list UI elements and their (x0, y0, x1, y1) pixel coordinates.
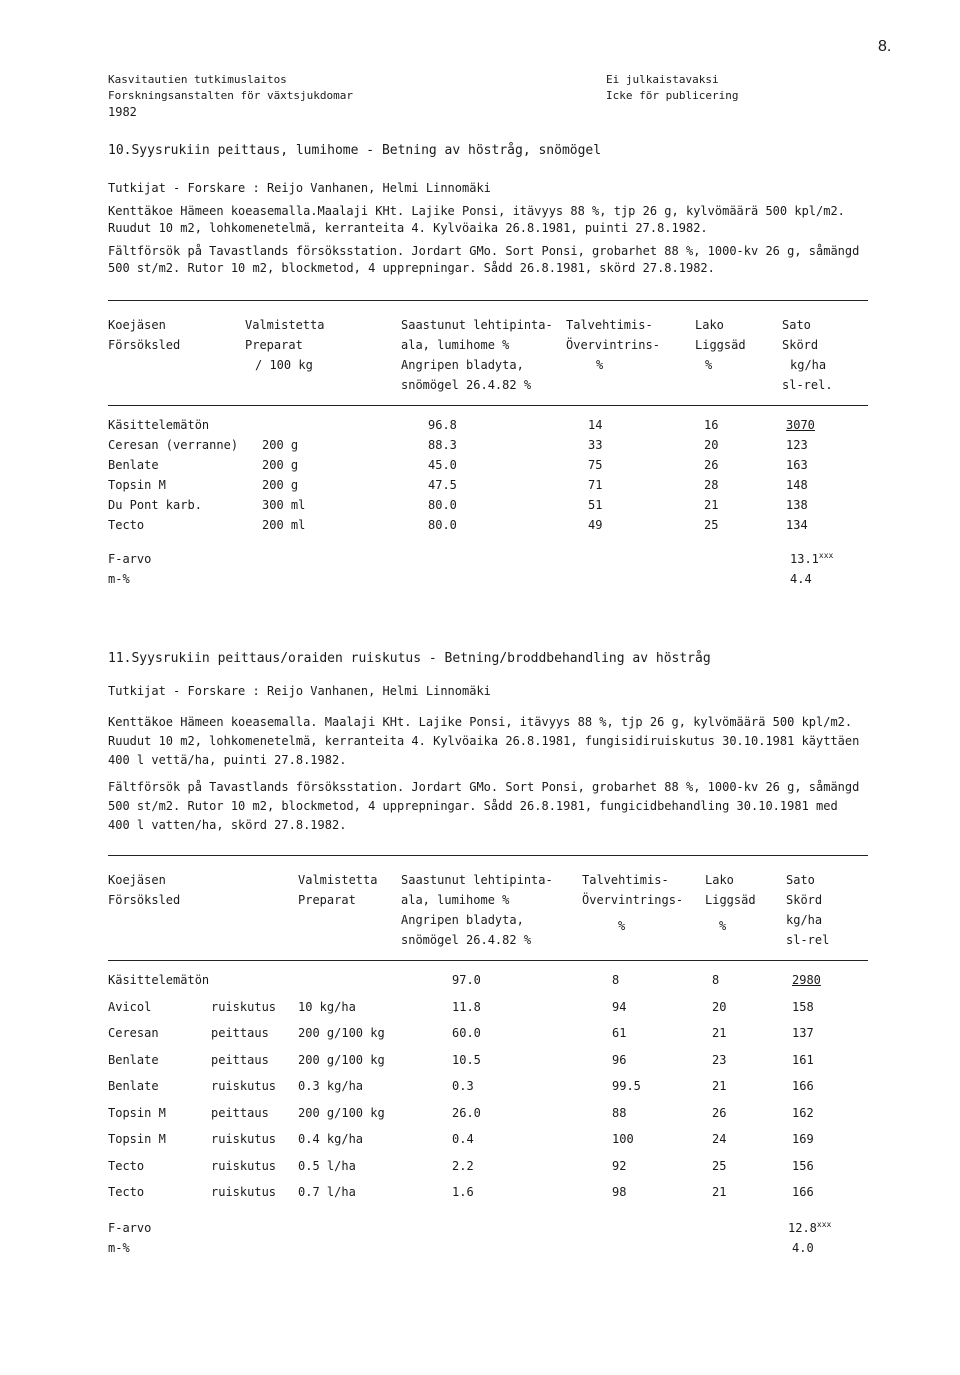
row-winter-survival: 98 (612, 1185, 627, 1199)
row-dose: 0.5 l/ha (298, 1158, 356, 1173)
row-dose: 0.3 kg/ha (298, 1079, 364, 1093)
row-treatment: Tecto (108, 1158, 145, 1173)
row-infected: 45.0 (428, 458, 457, 472)
description-sv-1: Fältförsök på Tavastlands försöksstation. Jordart GMo. Sort Ponsi, grobarhet 88 %, 1000-kv 26 g, såmängd (108, 244, 860, 258)
section-title: Syysrukiin peittaus/oraiden ruiskutus - Betning/broddbehandling av höstråg (131, 651, 711, 666)
row-yield: 166 (792, 1079, 814, 1093)
row-dose: 200 g (262, 478, 299, 492)
m-percent-label: m-% (108, 572, 130, 586)
row-method: ruiskutus (211, 1079, 277, 1093)
row-yield: 3070 (786, 418, 815, 432)
section-11-description (108, 683, 868, 834)
row-dose: 0.7 l/ha (298, 1185, 356, 1199)
f-value-label: F-arvo (108, 552, 152, 566)
table-header-rule (108, 405, 868, 406)
row-winter-survival: 49 (588, 518, 603, 532)
page-number: 8. (878, 38, 892, 55)
m-percent-value: 4.0 (792, 1241, 814, 1255)
row-method: ruiskutus (211, 999, 277, 1014)
row-infected: 96.8 (428, 418, 457, 432)
row-winter-survival: 75 (588, 458, 603, 472)
row-lodging: 25 (704, 518, 719, 532)
row-infected: 97.0 (452, 973, 481, 987)
row-dose: 200 g (262, 438, 299, 452)
section-11-title (108, 651, 868, 666)
row-dose: 0.4 kg/ha (298, 1132, 364, 1146)
f-value-label: F-arvo (108, 1221, 152, 1235)
row-method: ruiskutus (211, 1185, 277, 1199)
row-treatment: Tecto (108, 1185, 145, 1199)
row-yield: 163 (786, 458, 808, 472)
section-10-title (108, 143, 868, 158)
institute-name-fi: Kasvitautien tutkimuslaitos (108, 73, 287, 86)
row-dose: 200 g/100 kg (298, 1026, 385, 1040)
f-value: 12.8$^{xxx}$ (788, 1220, 832, 1235)
row-lodging: 23 (712, 1052, 727, 1067)
row-treatment: Ceresan (108, 1026, 159, 1040)
table-header-rule (108, 960, 868, 961)
m-percent-value: 4.4 (790, 572, 812, 586)
row-winter-survival: 94 (612, 999, 627, 1014)
col-header-yield: Sato Skörd kg/ha sl-rel. (782, 318, 833, 392)
row-treatment: Ceresan (verranne) (108, 438, 239, 452)
row-dose: 200 g/100 kg (298, 1105, 385, 1120)
section-number: 10. (108, 143, 132, 158)
row-infected: 80.0 (428, 518, 457, 532)
description-fi-1: Kenttäkoe Hämeen koeasemalla. Maalaji KHt. Lajike Ponsi, itävyys 88 %, tjp 26 g, kylvömäärä 500 kpl/m2. (108, 715, 853, 729)
row-infected: 0.3 (452, 1079, 474, 1093)
row-winter-survival: 71 (588, 478, 603, 492)
row-infected: 11.8 (452, 999, 481, 1014)
row-lodging: 21 (712, 1026, 727, 1040)
col-header-infected: Saastunut lehtipinta- ala, lumihome % Angripen bladyta, snömögel 26.4.82 % (401, 318, 553, 392)
row-lodging: 21 (712, 1079, 727, 1093)
description-sv-1: Fältförsök på Tavastlands försöksstation. Jordart GMo. Sort Ponsi, grobarhet 88 %, 1000-kv 26 g, såmängd (108, 780, 860, 794)
section-10-description (108, 180, 868, 277)
col-header-dose: Valmistetta Preparat / 100 kg (245, 318, 325, 372)
row-winter-survival: 61 (612, 1026, 627, 1040)
row-method: peittaus (211, 1026, 269, 1040)
section-title: Syysrukiin peittaus, lumihome - Betning av höstråg, snömögel (131, 143, 602, 158)
col-header-dose: Valmistetta Preparat (298, 873, 378, 907)
col-header-winter-survival: Talvehtimis- Övervintrings- % (582, 873, 684, 933)
row-yield: 166 (792, 1185, 814, 1199)
row-yield: 169 (792, 1132, 814, 1146)
row-winter-survival: 8 (612, 973, 620, 987)
row-yield: 162 (792, 1105, 814, 1120)
description-fi-1: Kenttäkoe Hämeen koeasemalla.Maalaji KHt. Lajike Ponsi, itävyys 88 %, tjp 26 g, kylvömäärä 500 kpl/m2. (108, 204, 845, 218)
row-infected: 80.0 (428, 498, 457, 512)
researchers: Tutkijat - Forskare : Reijo Vanhanen, Helmi Linnomäki (108, 181, 491, 195)
row-treatment: Topsin M (108, 478, 166, 492)
institute-header (108, 72, 353, 120)
row-treatment: Käsittelemätön (108, 418, 210, 432)
row-winter-survival: 99.5 (612, 1079, 641, 1093)
row-infected: 2.2 (452, 1158, 474, 1173)
row-infected: 10.5 (452, 1052, 481, 1067)
row-lodging: 21 (712, 1185, 727, 1199)
row-dose: 200 ml (262, 518, 306, 532)
row-yield: 137 (792, 1026, 814, 1040)
col-header-infected: Saastunut lehtipinta- ala, lumihome % Angripen bladyta, snömögel 26.4.82 % (401, 873, 553, 947)
description-sv-3: 400 l vatten/ha, skörd 27.8.1982. (108, 818, 347, 832)
row-yield: 161 (792, 1052, 814, 1067)
col-header-yield: Sato Skörd kg/ha sl-rel (786, 873, 830, 947)
row-lodging: 8 (712, 973, 720, 987)
row-yield: 2980 (792, 973, 821, 987)
row-treatment: Benlate (108, 458, 159, 472)
row-winter-survival: 14 (588, 418, 603, 432)
row-infected: 47.5 (428, 478, 457, 492)
row-yield: 148 (786, 478, 808, 492)
row-infected: 0.4 (452, 1132, 474, 1146)
row-method: ruiskutus (211, 1132, 277, 1146)
row-lodging: 16 (704, 418, 719, 432)
row-lodging: 28 (704, 478, 719, 492)
row-lodging: 24 (712, 1132, 727, 1146)
row-treatment: Benlate (108, 1079, 159, 1093)
col-header-treatment: Koejäsen Försöksled (108, 873, 181, 907)
table-top-rule (108, 855, 868, 856)
row-lodging: 20 (704, 438, 719, 452)
description-fi-2: Ruudut 10 m2, lohkomenetelmä, kerranteita 4. Kylvöaika 26.8.1981, fungisidiruiskutus 30.10.1981 käyttäen (108, 734, 860, 748)
row-dose: 300 ml (262, 498, 306, 512)
notice-sv: Icke för publicering (606, 89, 739, 102)
row-infected: 60.0 (452, 1026, 481, 1040)
publication-notice (606, 72, 738, 104)
row-infected: 1.6 (452, 1185, 474, 1199)
description-fi-2: Ruudut 10 m2, lohkomenetelmä, kerranteita 4. Kylvöaika 26.8.1981, puinti 27.8.1982. (108, 221, 708, 235)
row-winter-survival: 96 (612, 1052, 627, 1067)
row-dose: 200 g (262, 458, 299, 472)
row-treatment: Du Pont karb. (108, 498, 202, 512)
report-year: 1982 (108, 105, 137, 119)
row-winter-survival: 88 (612, 1105, 627, 1120)
col-header-winter-survival: Talvehtimis- Övervintrins- % (566, 318, 660, 372)
row-dose: 10 kg/ha (298, 999, 356, 1014)
row-lodging: 20 (712, 999, 727, 1014)
row-winter-survival: 51 (588, 498, 603, 512)
description-fi-3: 400 l vettä/ha, puinti 27.8.1982. (108, 753, 347, 767)
row-method: peittaus (211, 1052, 269, 1067)
row-lodging: 21 (704, 498, 719, 512)
m-percent-label: m-% (108, 1241, 130, 1255)
row-yield: 123 (786, 438, 808, 452)
row-lodging: 26 (712, 1105, 727, 1120)
f-value: 13.1$^{xxx}$ (790, 551, 834, 566)
row-winter-survival: 100 (612, 1132, 634, 1146)
row-yield: 138 (786, 498, 808, 512)
row-infected: 88.3 (428, 438, 457, 452)
row-treatment: Topsin M (108, 1105, 166, 1120)
row-winter-survival: 92 (612, 1158, 627, 1173)
row-winter-survival: 33 (588, 438, 603, 452)
row-treatment: Käsittelemätön (108, 973, 210, 987)
row-lodging: 25 (712, 1158, 727, 1173)
table-top-rule (108, 300, 868, 301)
institute-name-sv: Forskningsanstalten för växtsjukdomar (108, 89, 354, 102)
notice-fi: Ei julkaistavaksi (606, 73, 719, 86)
row-dose: 200 g/100 kg (298, 1052, 385, 1067)
row-yield: 156 (792, 1158, 814, 1173)
row-method: peittaus (211, 1105, 269, 1120)
description-sv-2: 500 st/m2. Rutor 10 m2, blockmetod, 4 upprepningar. Sådd 26.8.1981, skörd 27.8.1982. (108, 261, 715, 275)
col-header-lodging: Lako Liggsäd % (695, 318, 746, 372)
description-sv-2: 500 st/m2. Rutor 10 m2, blockmetod, 4 upprepningar. Sådd 26.8.1981, fungicidbehandling 30.10.1981 med (108, 799, 838, 813)
row-treatment: Topsin M (108, 1132, 166, 1146)
row-lodging: 26 (704, 458, 719, 472)
section-number: 11. (108, 651, 132, 666)
col-header-treatment: Koejäsen Försöksled (108, 318, 181, 352)
col-header-lodging: Lako Liggsäd % (705, 873, 756, 933)
researchers: Tutkijat - Forskare : Reijo Vanhanen, Helmi Linnomäki (108, 684, 491, 698)
row-infected: 26.0 (452, 1105, 481, 1120)
row-yield: 158 (792, 999, 814, 1014)
row-treatment: Tecto (108, 518, 145, 532)
row-method: ruiskutus (211, 1158, 277, 1173)
row-treatment: Benlate (108, 1052, 159, 1067)
row-yield: 134 (786, 518, 808, 532)
row-treatment: Avicol (108, 999, 152, 1014)
